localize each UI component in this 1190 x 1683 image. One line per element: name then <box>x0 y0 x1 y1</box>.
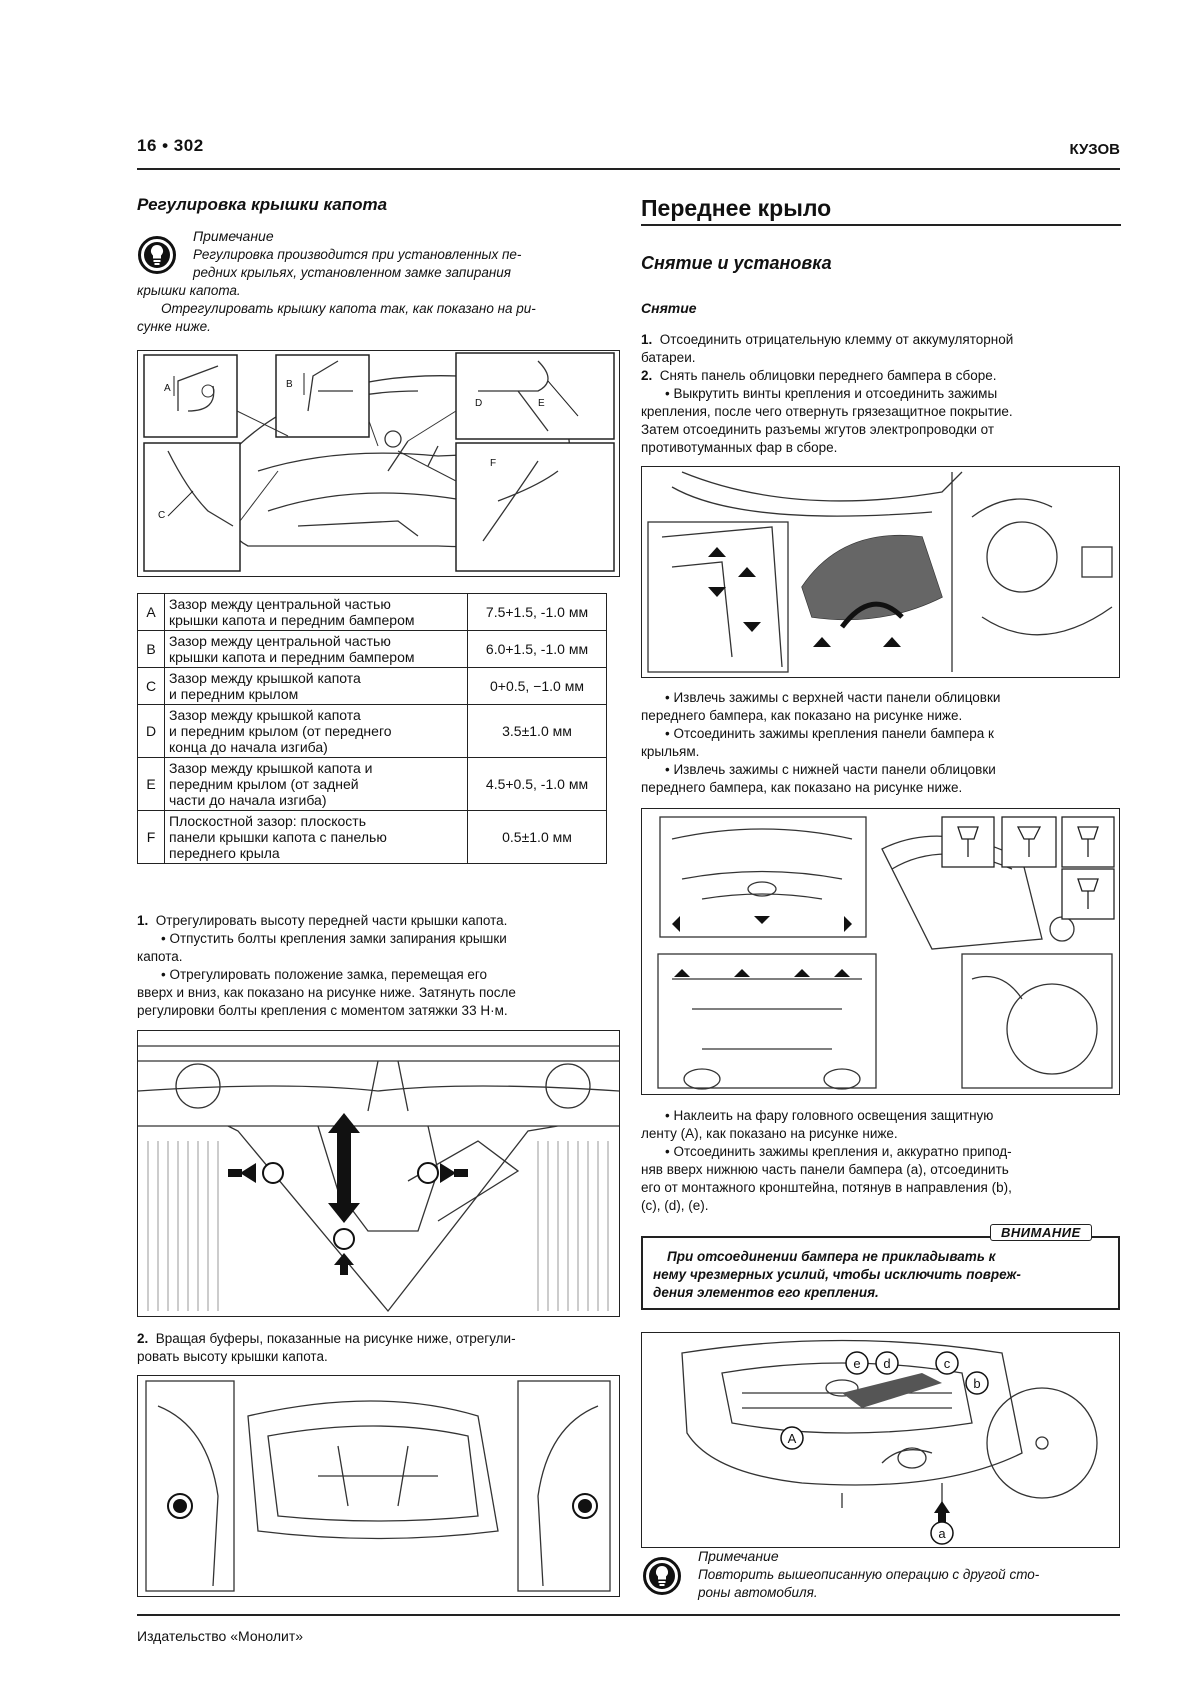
warning-line-2: нему чрезмерных усилий, чтобы исключить повреж- <box>653 1267 1021 1282</box>
bumper-removal-drawing <box>642 1333 1119 1547</box>
inset-b <box>276 355 369 437</box>
step-2-line-1: 2. Вращая буферы, показанные на рисунке ниже, отрегули- <box>137 1331 516 1346</box>
note-line-3: крышки капота. <box>137 283 241 298</box>
page-number: 16 • 302 <box>137 136 204 155</box>
bumper-clip-drawing <box>642 809 1119 1094</box>
r-step-1a: 1. Отсоединить отрицательную клемму от аккумуляторной <box>641 332 1014 347</box>
note-line-2: редних крыльях, установленном замке запирания <box>193 265 511 280</box>
row-key: C <box>138 668 165 705</box>
r-bullet-5b: ленту (A), как показано на рисунке ниже. <box>641 1126 898 1141</box>
row-desc: Плоскостной зазор: плоскость панели крышки капота с панелью переднего крыла <box>165 811 468 864</box>
row-key: B <box>138 631 165 668</box>
table-row <box>138 705 607 758</box>
hood-buffer-figure <box>137 1375 620 1597</box>
r-step-2: 2. Снять панель облицовки переднего бампера в сборе. <box>641 368 997 383</box>
intro-line-2: сунке ниже. <box>137 319 211 334</box>
r-bullet-6a: • Отсоединить зажимы крепления и, аккуратно припод- <box>665 1144 1012 1159</box>
row-value: 6.0+1.5, -1.0 мм <box>468 631 607 668</box>
row-desc: Зазор между крышкой капота и передним крылом (от задней части до начала изгиба) <box>165 758 468 811</box>
r-bullet-2b: переднего бампера, как показано на рисунке ниже. <box>641 708 963 723</box>
row-desc: Зазор между крышкой капота и передним крылом <box>165 668 468 705</box>
mudguard-drawing <box>642 467 1119 677</box>
row-key: F <box>138 811 165 864</box>
inset-a <box>144 355 237 437</box>
lightbulb-icon <box>643 1557 681 1595</box>
subheading: Снятие и установка <box>641 253 832 273</box>
step-1: 1. Отрегулировать высоту передней части крышки капота. <box>137 913 508 928</box>
warning-box <box>641 1236 1120 1310</box>
r-bullet-4a: • Извлечь зажимы с нижней части панели облицовки <box>665 762 996 777</box>
row-value: 7.5+1.5, -1.0 мм <box>468 594 607 631</box>
warning-line-1: При отсоединении бампера не прикладывать к <box>667 1249 996 1264</box>
r-note-line-2: роны автомобиля. <box>698 1585 818 1600</box>
r-bullet-6d: (c), (d), (e). <box>641 1198 709 1213</box>
hood-lock-figure <box>137 1030 620 1317</box>
row-desc: Зазор между центральной частью крышки капота и передним бампером <box>165 631 468 668</box>
step-2-line-2: ровать высоту крышки капота. <box>137 1349 328 1364</box>
right-heading: Переднее крыло <box>641 195 832 221</box>
row-desc: Зазор между крышкой капота и передним крылом (от переднего конца до начала изгиба) <box>165 705 468 758</box>
label-e: E <box>538 398 545 409</box>
r-bullet-3b: крыльям. <box>641 744 700 759</box>
inset-c <box>144 443 240 571</box>
lightbulb-icon <box>138 236 176 274</box>
table-row <box>138 668 607 705</box>
r-bullet-2a: • Извлечь зажимы с верхней части панели облицовки <box>665 690 1001 705</box>
section-title: КУЗОВ <box>1069 141 1120 158</box>
r-bullet-3a: • Отсоединить зажимы крепления панели бампера к <box>665 726 994 741</box>
mudguard-figure <box>641 466 1120 678</box>
r-step-1b: батареи. <box>641 350 696 365</box>
step-1-bullet-1a: • Отпустить болты крепления замки запирания крышки <box>161 931 507 946</box>
table-row <box>138 758 607 811</box>
label-f: F <box>490 458 497 469</box>
label-b: b <box>973 1376 981 1391</box>
label-a: a <box>938 1526 946 1541</box>
row-value: 3.5±1.0 мм <box>468 705 607 758</box>
label-c: c <box>943 1356 951 1371</box>
left-heading: Регулировка крышки капота <box>137 195 388 214</box>
bumper-removal-figure <box>641 1332 1120 1548</box>
r-bullet-6b: няв вверх нижнюю часть панели бампера (a), отсоединить <box>641 1162 1009 1177</box>
row-desc: Зазор между центральной частью крышки капота и передним бампером <box>165 594 468 631</box>
r-note-line-1: Повторить вышеописанную операцию с другой сто- <box>698 1567 1040 1582</box>
r-step-2-b1d: противотуманных фар в сборе. <box>641 440 838 455</box>
heading-rule <box>641 224 1121 226</box>
warning-tag: ВНИМАНИЕ <box>990 1224 1092 1241</box>
label-e: e <box>853 1356 861 1371</box>
table-row <box>138 631 607 668</box>
bumper-clip-figure <box>641 808 1120 1095</box>
hood-gap-figure <box>137 350 620 577</box>
table-row <box>138 811 607 864</box>
r-step-2-b1a: • Выкрутить винты крепления и отсоединить зажимы <box>665 386 998 401</box>
removal-subhead: Снятие <box>641 300 697 316</box>
publisher: Издательство «Монолит» <box>137 1628 304 1644</box>
hood-buffer-drawing <box>138 1376 619 1596</box>
r-note-label: Примечание <box>698 1548 779 1564</box>
r-bullet-6c: его от монтажного кронштейна, потянув в направления (b), <box>641 1180 1012 1195</box>
warning-line-3: дения элементов его крепления. <box>653 1285 879 1300</box>
row-value: 0.5±1.0 мм <box>468 811 607 864</box>
step-1-bullet-2b: вверх и вниз, как показано на рисунке ниже. Затянуть после <box>137 985 516 1000</box>
hood-lock-drawing <box>138 1031 619 1316</box>
note-line-1: Регулировка производится при установленных пе- <box>193 247 522 262</box>
hood-gap-drawing <box>138 351 619 576</box>
r-step-2-b1b: крепления, после чего отвернуть грязезащитное покрытие. <box>641 404 1013 419</box>
label-d: d <box>883 1356 891 1371</box>
r-step-2-b1c: Затем отсоединить разъемы жгутов электропроводки от <box>641 422 995 437</box>
r-bullet-4b: переднего бампера, как показано на рисунке ниже. <box>641 780 963 795</box>
row-key: E <box>138 758 165 811</box>
r-bullet-5a: • Наклеить на фару головного освещения защитную <box>665 1108 994 1123</box>
gap-spec-table <box>137 593 607 864</box>
header-rule <box>137 168 1120 170</box>
row-key: D <box>138 705 165 758</box>
label-b: B <box>286 379 293 390</box>
footer-rule <box>137 1614 1120 1616</box>
label-c: C <box>158 510 166 521</box>
inset-f <box>456 443 614 571</box>
step-1-bullet-2a: • Отрегулировать положение замка, перемещая его <box>161 967 488 982</box>
label-d: D <box>475 398 483 409</box>
step-1-bullet-2c: регулировки болты крепления с моментом затяжки 33 Н·м. <box>137 1003 508 1018</box>
label-a: A <box>164 383 171 394</box>
table-row <box>138 594 607 631</box>
row-value: 4.5+0.5, -1.0 мм <box>468 758 607 811</box>
inset-de <box>456 353 614 439</box>
intro-line-1: Отрегулировать крышку капота так, как показано на ри- <box>161 301 536 316</box>
row-value: 0+0.5, −1.0 мм <box>468 668 607 705</box>
note-label: Примечание <box>193 228 274 244</box>
step-1-bullet-1b: капота. <box>137 949 183 964</box>
label-A: A <box>787 1431 797 1446</box>
row-key: A <box>138 594 165 631</box>
